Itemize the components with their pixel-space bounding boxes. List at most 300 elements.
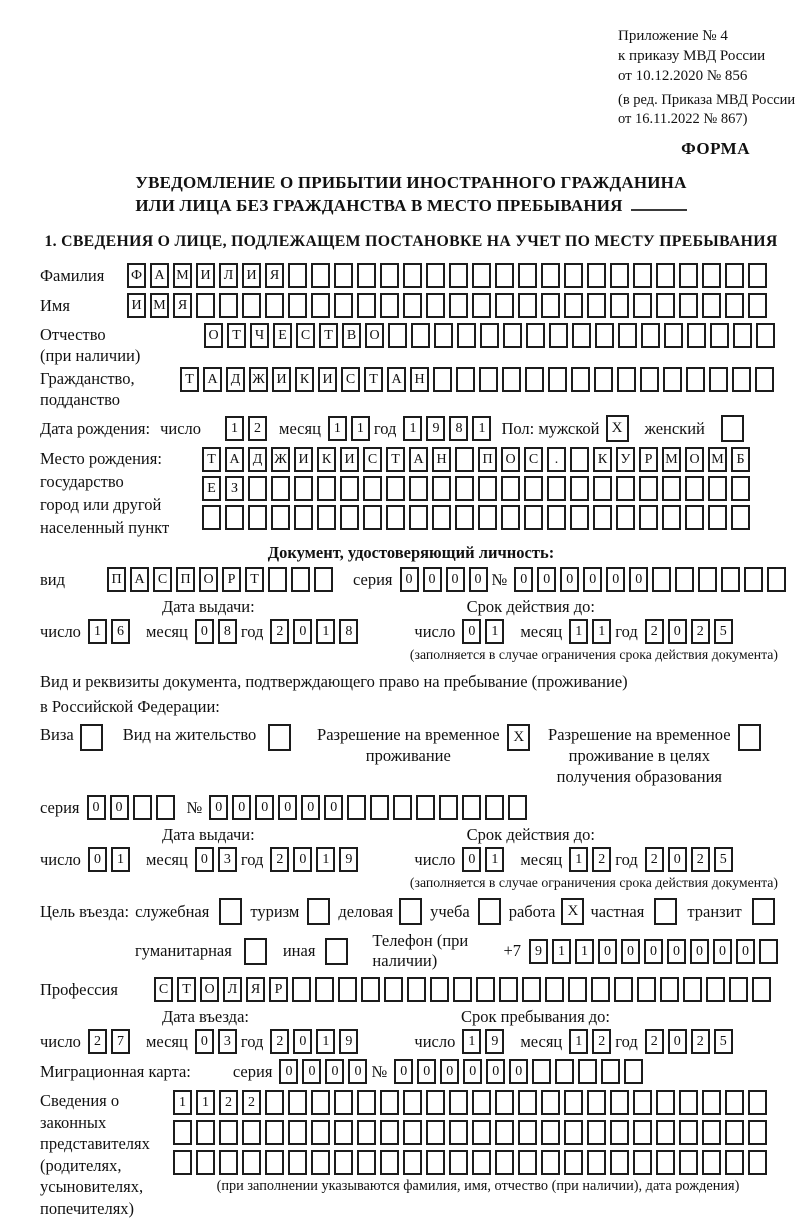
char-cell[interactable]: 2 xyxy=(645,847,664,872)
char-cell[interactable] xyxy=(294,476,313,501)
char-cell[interactable] xyxy=(499,977,518,1002)
char-cell[interactable]: 2 xyxy=(645,619,664,644)
char-cell[interactable] xyxy=(403,263,422,288)
char-cell[interactable]: О xyxy=(685,447,704,472)
char-cell[interactable]: О xyxy=(200,977,219,1002)
checkbox-business[interactable] xyxy=(399,898,422,925)
char-cell[interactable] xyxy=(578,1059,597,1084)
char-cell[interactable] xyxy=(729,977,748,1002)
char-cell[interactable] xyxy=(526,323,545,348)
char-cell[interactable]: Т xyxy=(202,447,221,472)
char-cell[interactable]: 2 xyxy=(592,1029,611,1054)
char-cell[interactable] xyxy=(478,476,497,501)
char-cell[interactable]: 1 xyxy=(196,1090,215,1115)
char-cell[interactable] xyxy=(610,1090,629,1115)
char-cell[interactable] xyxy=(522,977,541,1002)
char-cell[interactable] xyxy=(549,323,568,348)
char-cell[interactable]: 0 xyxy=(446,567,465,592)
char-cell[interactable] xyxy=(271,476,290,501)
char-cell[interactable]: С xyxy=(341,367,360,392)
char-cell[interactable]: 0 xyxy=(232,795,251,820)
char-cell[interactable] xyxy=(679,1090,698,1115)
char-cell[interactable] xyxy=(268,567,287,592)
char-cell[interactable] xyxy=(380,293,399,318)
char-cell[interactable] xyxy=(617,367,636,392)
char-cell[interactable] xyxy=(748,293,767,318)
char-cell[interactable] xyxy=(453,977,472,1002)
char-cell[interactable] xyxy=(485,795,504,820)
checkbox-other[interactable] xyxy=(325,938,348,965)
char-cell[interactable]: 5 xyxy=(714,847,733,872)
char-cell[interactable] xyxy=(430,977,449,1002)
char-cell[interactable]: 0 xyxy=(463,1059,482,1084)
char-cell[interactable] xyxy=(545,977,564,1002)
char-cell[interactable] xyxy=(541,293,560,318)
char-cell[interactable] xyxy=(501,505,520,530)
char-cell[interactable]: И xyxy=(196,263,215,288)
char-cell[interactable]: 0 xyxy=(88,847,107,872)
char-cell[interactable]: К xyxy=(593,447,612,472)
char-cell[interactable] xyxy=(433,367,452,392)
char-cell[interactable] xyxy=(434,323,453,348)
char-cell[interactable]: 8 xyxy=(218,619,237,644)
char-cell[interactable]: С xyxy=(296,323,315,348)
char-cell[interactable] xyxy=(407,977,426,1002)
char-cell[interactable]: 1 xyxy=(472,416,491,441)
char-cell[interactable]: Л xyxy=(219,263,238,288)
checkbox-male[interactable]: X xyxy=(606,415,629,442)
char-cell[interactable] xyxy=(361,977,380,1002)
char-cell[interactable] xyxy=(709,367,728,392)
checkbox-study[interactable] xyxy=(478,898,501,925)
char-cell[interactable] xyxy=(311,1090,330,1115)
char-cell[interactable] xyxy=(495,1090,514,1115)
char-cell[interactable]: 3 xyxy=(218,847,237,872)
char-cell[interactable] xyxy=(495,293,514,318)
char-cell[interactable] xyxy=(564,1090,583,1115)
char-cell[interactable] xyxy=(664,323,683,348)
char-cell[interactable] xyxy=(271,505,290,530)
char-cell[interactable] xyxy=(587,263,606,288)
char-cell[interactable]: Р xyxy=(639,447,658,472)
char-cell[interactable] xyxy=(687,323,706,348)
char-cell[interactable] xyxy=(472,1090,491,1115)
char-cell[interactable] xyxy=(721,567,740,592)
char-cell[interactable] xyxy=(196,293,215,318)
char-cell[interactable]: 0 xyxy=(440,1059,459,1084)
char-cell[interactable]: С xyxy=(154,977,173,1002)
char-cell[interactable]: 0 xyxy=(400,567,419,592)
char-cell[interactable] xyxy=(591,977,610,1002)
char-cell[interactable] xyxy=(501,476,520,501)
char-cell[interactable] xyxy=(456,367,475,392)
char-cell[interactable]: 0 xyxy=(598,939,617,964)
char-cell[interactable] xyxy=(610,293,629,318)
char-cell[interactable] xyxy=(334,263,353,288)
checkbox-residence-permit[interactable] xyxy=(268,724,291,751)
char-cell[interactable]: О xyxy=(365,323,384,348)
char-cell[interactable]: 1 xyxy=(462,1029,481,1054)
char-cell[interactable]: Е xyxy=(202,476,221,501)
char-cell[interactable]: Я xyxy=(173,293,192,318)
char-cell[interactable]: Т xyxy=(364,367,383,392)
char-cell[interactable] xyxy=(660,977,679,1002)
char-cell[interactable] xyxy=(708,476,727,501)
char-cell[interactable] xyxy=(317,476,336,501)
char-cell[interactable] xyxy=(702,1120,721,1145)
char-cell[interactable] xyxy=(610,263,629,288)
char-cell[interactable] xyxy=(541,1090,560,1115)
char-cell[interactable]: 1 xyxy=(485,619,504,644)
char-cell[interactable]: 0 xyxy=(195,619,214,644)
char-cell[interactable] xyxy=(656,1090,675,1115)
char-cell[interactable]: 0 xyxy=(278,795,297,820)
char-cell[interactable]: 0 xyxy=(293,619,312,644)
char-cell[interactable] xyxy=(357,293,376,318)
char-cell[interactable] xyxy=(311,293,330,318)
char-cell[interactable] xyxy=(675,567,694,592)
char-cell[interactable]: С xyxy=(153,567,172,592)
char-cell[interactable] xyxy=(685,476,704,501)
char-cell[interactable]: 0 xyxy=(110,795,129,820)
char-cell[interactable] xyxy=(495,1120,514,1145)
char-cell[interactable]: 0 xyxy=(668,1029,687,1054)
char-cell[interactable] xyxy=(698,567,717,592)
char-cell[interactable] xyxy=(432,505,451,530)
char-cell[interactable] xyxy=(476,977,495,1002)
char-cell[interactable] xyxy=(616,505,635,530)
char-cell[interactable] xyxy=(685,505,704,530)
char-cell[interactable] xyxy=(334,1120,353,1145)
char-cell[interactable] xyxy=(347,795,366,820)
char-cell[interactable]: 1 xyxy=(569,847,588,872)
char-cell[interactable]: Т xyxy=(180,367,199,392)
char-cell[interactable] xyxy=(652,567,671,592)
char-cell[interactable] xyxy=(393,795,412,820)
char-cell[interactable] xyxy=(702,263,721,288)
char-cell[interactable]: 0 xyxy=(394,1059,413,1084)
char-cell[interactable]: 0 xyxy=(423,567,442,592)
char-cell[interactable]: А xyxy=(203,367,222,392)
char-cell[interactable] xyxy=(610,1120,629,1145)
char-cell[interactable]: И xyxy=(340,447,359,472)
char-cell[interactable] xyxy=(294,505,313,530)
char-cell[interactable]: 1 xyxy=(569,619,588,644)
char-cell[interactable]: 8 xyxy=(339,619,358,644)
char-cell[interactable] xyxy=(614,977,633,1002)
char-cell[interactable] xyxy=(733,323,752,348)
char-cell[interactable] xyxy=(587,293,606,318)
char-cell[interactable] xyxy=(291,567,310,592)
char-cell[interactable] xyxy=(455,476,474,501)
char-cell[interactable]: А xyxy=(130,567,149,592)
char-cell[interactable]: 0 xyxy=(667,939,686,964)
char-cell[interactable]: 0 xyxy=(195,847,214,872)
char-cell[interactable] xyxy=(748,1090,767,1115)
char-cell[interactable] xyxy=(595,323,614,348)
char-cell[interactable]: 0 xyxy=(417,1059,436,1084)
char-cell[interactable]: З xyxy=(225,476,244,501)
char-cell[interactable]: 0 xyxy=(255,795,274,820)
char-cell[interactable]: 0 xyxy=(462,619,481,644)
char-cell[interactable]: О xyxy=(501,447,520,472)
char-cell[interactable]: 2 xyxy=(242,1090,261,1115)
char-cell[interactable]: И xyxy=(272,367,291,392)
char-cell[interactable] xyxy=(640,367,659,392)
char-cell[interactable] xyxy=(663,367,682,392)
char-cell[interactable]: А xyxy=(150,263,169,288)
char-cell[interactable]: Д xyxy=(248,447,267,472)
char-cell[interactable] xyxy=(706,977,725,1002)
char-cell[interactable] xyxy=(656,263,675,288)
char-cell[interactable] xyxy=(587,1090,606,1115)
char-cell[interactable] xyxy=(380,1120,399,1145)
checkbox-tourism[interactable] xyxy=(307,898,330,925)
char-cell[interactable] xyxy=(616,476,635,501)
char-cell[interactable]: 2 xyxy=(691,1029,710,1054)
char-cell[interactable] xyxy=(338,977,357,1002)
char-cell[interactable]: И xyxy=(318,367,337,392)
char-cell[interactable] xyxy=(767,567,786,592)
char-cell[interactable] xyxy=(357,1090,376,1115)
char-cell[interactable] xyxy=(587,1120,606,1145)
char-cell[interactable]: Н xyxy=(410,367,429,392)
char-cell[interactable] xyxy=(317,505,336,530)
char-cell[interactable] xyxy=(518,293,537,318)
char-cell[interactable] xyxy=(547,505,566,530)
char-cell[interactable] xyxy=(380,1090,399,1115)
char-cell[interactable] xyxy=(403,1120,422,1145)
char-cell[interactable] xyxy=(363,505,382,530)
char-cell[interactable]: 1 xyxy=(403,416,422,441)
char-cell[interactable] xyxy=(725,1120,744,1145)
char-cell[interactable]: 0 xyxy=(293,1029,312,1054)
char-cell[interactable]: Ж xyxy=(249,367,268,392)
char-cell[interactable]: 0 xyxy=(537,567,556,592)
char-cell[interactable] xyxy=(633,1090,652,1115)
char-cell[interactable] xyxy=(449,1090,468,1115)
char-cell[interactable] xyxy=(568,977,587,1002)
char-cell[interactable] xyxy=(518,263,537,288)
char-cell[interactable] xyxy=(518,1090,537,1115)
char-cell[interactable]: 2 xyxy=(219,1090,238,1115)
char-cell[interactable]: 0 xyxy=(668,847,687,872)
char-cell[interactable] xyxy=(525,367,544,392)
char-cell[interactable]: М xyxy=(708,447,727,472)
char-cell[interactable] xyxy=(380,263,399,288)
char-cell[interactable] xyxy=(248,505,267,530)
char-cell[interactable] xyxy=(288,263,307,288)
char-cell[interactable]: 0 xyxy=(348,1059,367,1084)
char-cell[interactable] xyxy=(624,1059,643,1084)
char-cell[interactable]: В xyxy=(342,323,361,348)
char-cell[interactable] xyxy=(725,293,744,318)
char-cell[interactable] xyxy=(748,1120,767,1145)
checkbox-temporary-residence[interactable]: X xyxy=(507,724,530,751)
char-cell[interactable] xyxy=(686,367,705,392)
char-cell[interactable] xyxy=(219,1120,238,1145)
char-cell[interactable] xyxy=(752,977,771,1002)
char-cell[interactable] xyxy=(156,795,175,820)
char-cell[interactable]: Б xyxy=(731,447,750,472)
char-cell[interactable]: 0 xyxy=(301,795,320,820)
char-cell[interactable] xyxy=(633,293,652,318)
char-cell[interactable]: А xyxy=(409,447,428,472)
char-cell[interactable] xyxy=(662,505,681,530)
char-cell[interactable] xyxy=(656,293,675,318)
char-cell[interactable] xyxy=(340,476,359,501)
char-cell[interactable]: 5 xyxy=(714,619,733,644)
char-cell[interactable]: 6 xyxy=(111,619,130,644)
char-cell[interactable]: Н xyxy=(432,447,451,472)
char-cell[interactable]: 0 xyxy=(324,795,343,820)
checkbox-work[interactable]: X xyxy=(561,898,584,925)
char-cell[interactable] xyxy=(403,293,422,318)
char-cell[interactable]: 0 xyxy=(325,1059,344,1084)
char-cell[interactable]: 0 xyxy=(560,567,579,592)
char-cell[interactable]: 2 xyxy=(592,847,611,872)
char-cell[interactable] xyxy=(432,476,451,501)
char-cell[interactable] xyxy=(570,447,589,472)
char-cell[interactable] xyxy=(708,505,727,530)
char-cell[interactable]: 1 xyxy=(592,619,611,644)
char-cell[interactable] xyxy=(357,263,376,288)
char-cell[interactable] xyxy=(416,795,435,820)
char-cell[interactable]: 0 xyxy=(279,1059,298,1084)
char-cell[interactable] xyxy=(555,1059,574,1084)
char-cell[interactable]: У xyxy=(616,447,635,472)
char-cell[interactable]: П xyxy=(478,447,497,472)
char-cell[interactable]: П xyxy=(107,567,126,592)
char-cell[interactable]: 0 xyxy=(302,1059,321,1084)
char-cell[interactable]: 9 xyxy=(339,1029,358,1054)
char-cell[interactable] xyxy=(455,505,474,530)
char-cell[interactable] xyxy=(748,263,767,288)
checkbox-official[interactable] xyxy=(219,898,242,925)
char-cell[interactable]: Я xyxy=(265,263,284,288)
char-cell[interactable]: 0 xyxy=(629,567,648,592)
char-cell[interactable] xyxy=(288,1090,307,1115)
char-cell[interactable] xyxy=(196,1120,215,1145)
char-cell[interactable]: 0 xyxy=(209,795,228,820)
char-cell[interactable] xyxy=(242,1120,261,1145)
char-cell[interactable] xyxy=(363,476,382,501)
char-cell[interactable] xyxy=(472,293,491,318)
char-cell[interactable]: К xyxy=(317,447,336,472)
char-cell[interactable] xyxy=(480,323,499,348)
char-cell[interactable]: 2 xyxy=(691,847,710,872)
char-cell[interactable]: 0 xyxy=(736,939,755,964)
char-cell[interactable] xyxy=(679,263,698,288)
char-cell[interactable] xyxy=(639,476,658,501)
char-cell[interactable] xyxy=(502,367,521,392)
char-cell[interactable] xyxy=(541,1120,560,1145)
checkbox-transit[interactable] xyxy=(752,898,775,925)
char-cell[interactable] xyxy=(314,567,333,592)
char-cell[interactable]: Т xyxy=(386,447,405,472)
char-cell[interactable] xyxy=(571,367,590,392)
char-cell[interactable] xyxy=(731,505,750,530)
char-cell[interactable] xyxy=(744,567,763,592)
char-cell[interactable]: 0 xyxy=(514,567,533,592)
char-cell[interactable] xyxy=(662,476,681,501)
char-cell[interactable] xyxy=(702,293,721,318)
char-cell[interactable]: М xyxy=(173,263,192,288)
char-cell[interactable] xyxy=(594,367,613,392)
char-cell[interactable]: Р xyxy=(269,977,288,1002)
char-cell[interactable]: А xyxy=(225,447,244,472)
char-cell[interactable] xyxy=(570,505,589,530)
char-cell[interactable]: 1 xyxy=(316,1029,335,1054)
char-cell[interactable] xyxy=(449,293,468,318)
char-cell[interactable] xyxy=(340,505,359,530)
char-cell[interactable]: Т xyxy=(227,323,246,348)
char-cell[interactable]: 0 xyxy=(606,567,625,592)
char-cell[interactable] xyxy=(639,505,658,530)
char-cell[interactable] xyxy=(564,293,583,318)
char-cell[interactable]: 0 xyxy=(462,847,481,872)
char-cell[interactable]: 0 xyxy=(87,795,106,820)
char-cell[interactable] xyxy=(564,263,583,288)
char-cell[interactable]: 0 xyxy=(486,1059,505,1084)
char-cell[interactable]: 0 xyxy=(690,939,709,964)
char-cell[interactable] xyxy=(524,476,543,501)
char-cell[interactable] xyxy=(411,323,430,348)
char-cell[interactable] xyxy=(426,1120,445,1145)
char-cell[interactable]: 0 xyxy=(195,1029,214,1054)
char-cell[interactable]: Т xyxy=(319,323,338,348)
char-cell[interactable]: 7 xyxy=(111,1029,130,1054)
char-cell[interactable]: Р xyxy=(222,567,241,592)
char-cell[interactable] xyxy=(388,323,407,348)
char-cell[interactable]: 8 xyxy=(449,416,468,441)
char-cell[interactable]: 1 xyxy=(575,939,594,964)
char-cell[interactable]: 9 xyxy=(426,416,445,441)
char-cell[interactable]: Л xyxy=(223,977,242,1002)
char-cell[interactable]: К xyxy=(295,367,314,392)
char-cell[interactable] xyxy=(601,1059,620,1084)
char-cell[interactable] xyxy=(288,293,307,318)
char-cell[interactable]: 0 xyxy=(583,567,602,592)
checkbox-private[interactable] xyxy=(654,898,677,925)
char-cell[interactable] xyxy=(702,1090,721,1115)
char-cell[interactable]: 0 xyxy=(509,1059,528,1084)
char-cell[interactable] xyxy=(541,263,560,288)
char-cell[interactable] xyxy=(683,977,702,1002)
char-cell[interactable] xyxy=(173,1120,192,1145)
char-cell[interactable]: С xyxy=(524,447,543,472)
char-cell[interactable]: 5 xyxy=(714,1029,733,1054)
char-cell[interactable] xyxy=(633,263,652,288)
char-cell[interactable]: 0 xyxy=(469,567,488,592)
char-cell[interactable]: 1 xyxy=(351,416,370,441)
char-cell[interactable]: 1 xyxy=(173,1090,192,1115)
char-cell[interactable] xyxy=(426,293,445,318)
char-cell[interactable] xyxy=(570,476,589,501)
char-cell[interactable] xyxy=(248,476,267,501)
char-cell[interactable] xyxy=(755,367,774,392)
char-cell[interactable]: 2 xyxy=(270,619,289,644)
char-cell[interactable]: 1 xyxy=(225,416,244,441)
char-cell[interactable] xyxy=(265,293,284,318)
char-cell[interactable] xyxy=(618,323,637,348)
char-cell[interactable] xyxy=(710,323,729,348)
char-cell[interactable] xyxy=(219,293,238,318)
char-cell[interactable] xyxy=(508,795,527,820)
char-cell[interactable] xyxy=(288,1120,307,1145)
char-cell[interactable] xyxy=(547,476,566,501)
char-cell[interactable]: 3 xyxy=(218,1029,237,1054)
